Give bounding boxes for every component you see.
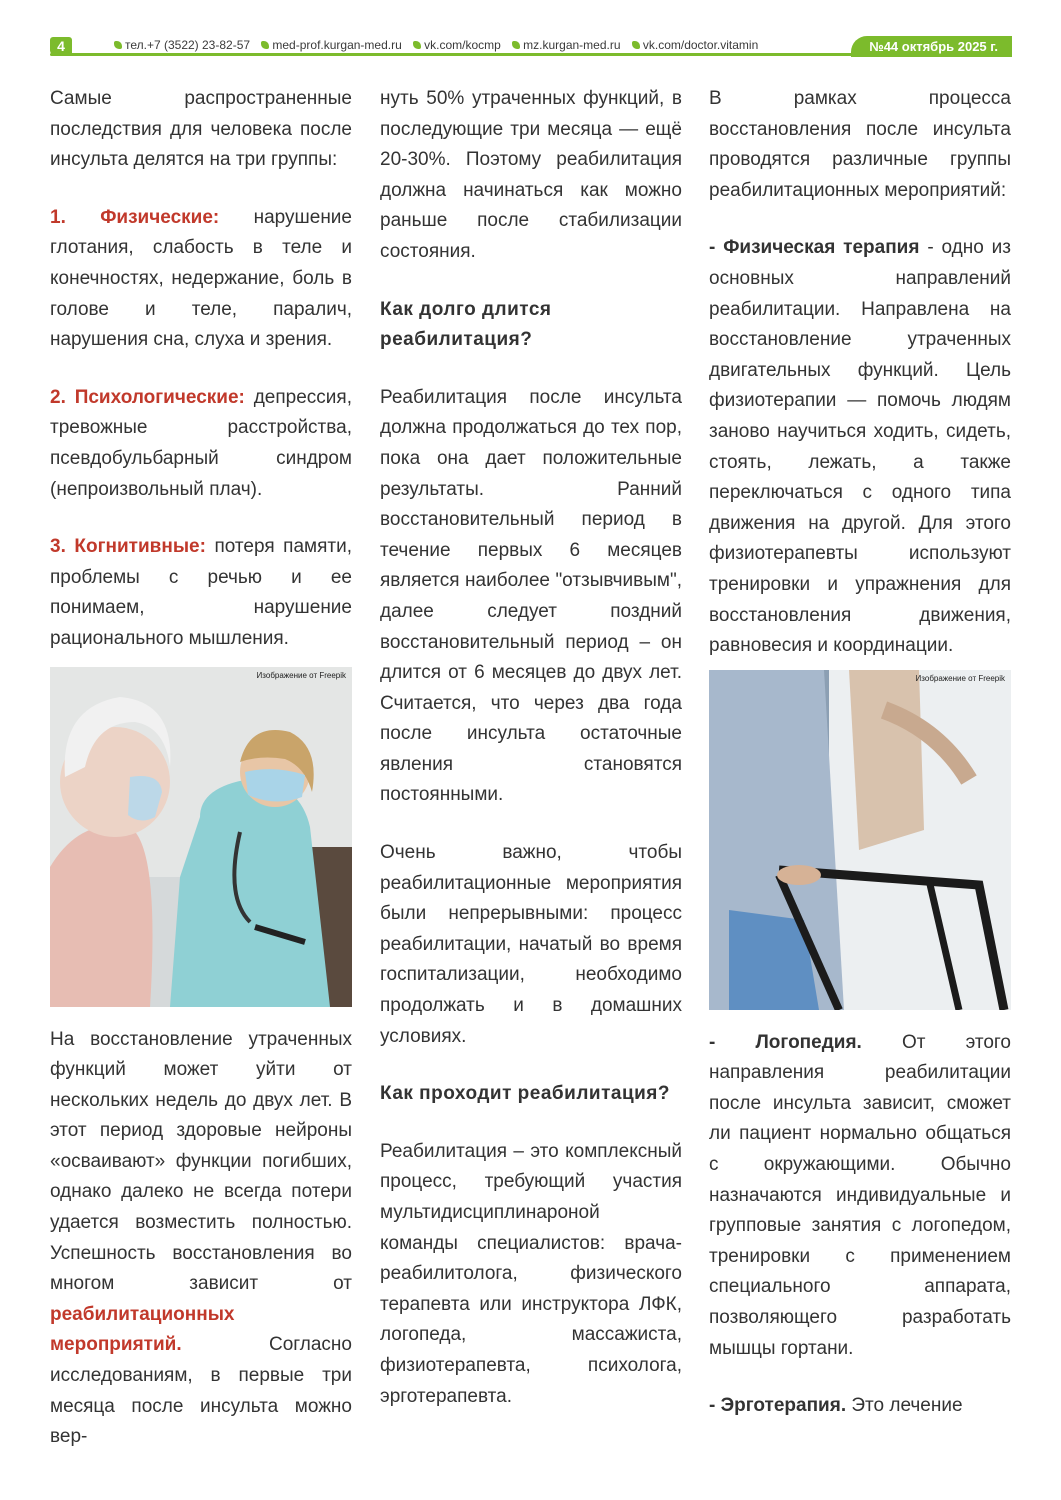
group-physical-label: 1. Физические:	[50, 206, 220, 228]
page-number: 4	[50, 37, 72, 56]
group-cognitive-label: 3. Когнитивные:	[50, 536, 206, 558]
leaf-icon	[512, 41, 520, 49]
photo-nurse-patient	[50, 667, 352, 1007]
group-psychological	[50, 383, 352, 505]
header-link-med-prof[interactable]: med-prof.kurgan-med.ru	[261, 38, 401, 52]
nurse-patient-illustration	[50, 667, 352, 1007]
column-3	[709, 84, 1011, 1449]
group-cognitive-text: потеря памяти, проблемы с речью и ее понимаем, нарушение рационального мышления.	[50, 536, 352, 649]
header-phone: тел.+7 (3522) 23-82-57	[114, 38, 250, 52]
group-cognitive	[50, 532, 352, 654]
occupational-therapy-paragraph: - Эрготерапия. Это лечение	[709, 1395, 963, 1417]
leaf-icon	[261, 41, 269, 49]
duration-paragraph: Реабилитация после инсульта должна продолжаться до тех пор, пока она дает положительные результаты. Ранний восстановительный период в течение первых 6 месяцев является наиболее "отзывчивым", далее следует поздний восстановительный период – он длится от 6 месяцев до двух лет. Считается, что через два года после инсульта остаточные явления становятся постоянными.	[380, 386, 682, 806]
leaf-icon	[413, 41, 421, 49]
header-link-vk-kocmp[interactable]: vk.com/kocmp	[413, 38, 501, 52]
photo-credit: Изображение от Freepik	[915, 673, 1005, 683]
header-links	[114, 38, 766, 52]
physical-therapy-label: - Физическая терапия	[709, 237, 920, 259]
column-2	[380, 84, 682, 1439]
walker-illustration	[709, 670, 1011, 1010]
group-psychological-text: депрессия, тревожные расстройства, псевдобульбарный синдром (непроизвольный плач).	[50, 386, 352, 500]
header-link-mz[interactable]: mz.kurgan-med.ru	[512, 38, 620, 52]
heading-duration: Как долго длится реабилитация?	[380, 298, 552, 351]
leaf-icon	[632, 41, 640, 49]
photo-credit: Изображение от Freepik	[256, 670, 346, 680]
group-physical	[50, 203, 352, 356]
measures-intro: В рамках процесса восстановления после инсульта проводятся различные группы реабилитационных мероприятий:	[709, 88, 1011, 201]
highlight-rehab-measures: реабилитационных мероприятий.	[50, 1303, 235, 1356]
group-psychological-label: 2. Психологические:	[50, 386, 245, 408]
page-header	[50, 37, 1012, 57]
column-1	[50, 84, 352, 1480]
continuity-paragraph: Очень важно, чтобы реабилитационные мероприятия были непрерывными: процесс реабилитации, начатый во время госпитализации, необходимо продолжать и в домашних условиях.	[380, 842, 682, 1047]
occupational-therapy-label: - Эрготерапия.	[709, 1395, 847, 1417]
intro-paragraph: Самые распространенные последствия для человека после инсульта делятся на три группы:	[50, 88, 352, 171]
heading-process: Как проходит реабилитация?	[380, 1083, 671, 1105]
speech-therapy-label: - Логопедия.	[709, 1031, 862, 1053]
header-link-vk-doctor[interactable]: vk.com/doctor.vitamin	[632, 38, 758, 52]
speech-therapy-paragraph: - Логопедия. От этого направления реабилитации после инсульта зависит, сможет ли пациент нормально общаться с окружающими. Обычно назначаются индивидуальные и групповые занятия с логопедом, тренировки с применением специального аппарата, позволяющего разработать мышцы гортани.	[709, 1031, 1011, 1359]
physical-therapy-paragraph: - Физическая терапия - одно из основных направлений реабилитации. Направлена на восстановление утраченных двигательных функций. Цель физиотерапии — помочь людям заново научиться ходить, сидеть, стоять, лежать, а также переключаться с одного типа движения на другой. Для этого физиотерапевты используют тренировки и упражнения для восстановления движения, равновесия и координации.	[709, 237, 1011, 657]
recovery-continued: нуть 50% утраченных функций, в последующие три месяца — ещё 20-30%. Поэтому реабилитация должна начинаться как можно раньше после стабилизации состояния.	[380, 88, 682, 262]
photo-walker	[709, 670, 1011, 1010]
process-paragraph: Реабилитация – это комплексный процесс, требующий участия мультидисциплинароной команды специалистов: врача-реабилитолога, физического терапевта или инструктора ЛФК, логопеда, массажиста, физиотерапевта, психолога, эрготерапевта.	[380, 1140, 682, 1407]
recovery-paragraph: На восстановление утраченных функций может уйти от нескольких недель до двух лет. В этот период здоровые нейроны «осваивают» функции погибших, однако далеко не всегда потери удается возместить полностью. Успешность восстановления во многом зависит от реабилитационных мероприятий. Согласно исследованиям, в первые три месяца после инсульта можно вер-	[50, 1028, 352, 1448]
group-physical-text: нарушение глотания, слабость в теле и конечностях, недержание, боль в голове и теле, паралич, нарушения сна, слуха и зрения.	[50, 206, 352, 351]
leaf-icon	[114, 41, 122, 49]
issue-badge: №44 октябрь 2025 г.	[851, 36, 1012, 57]
